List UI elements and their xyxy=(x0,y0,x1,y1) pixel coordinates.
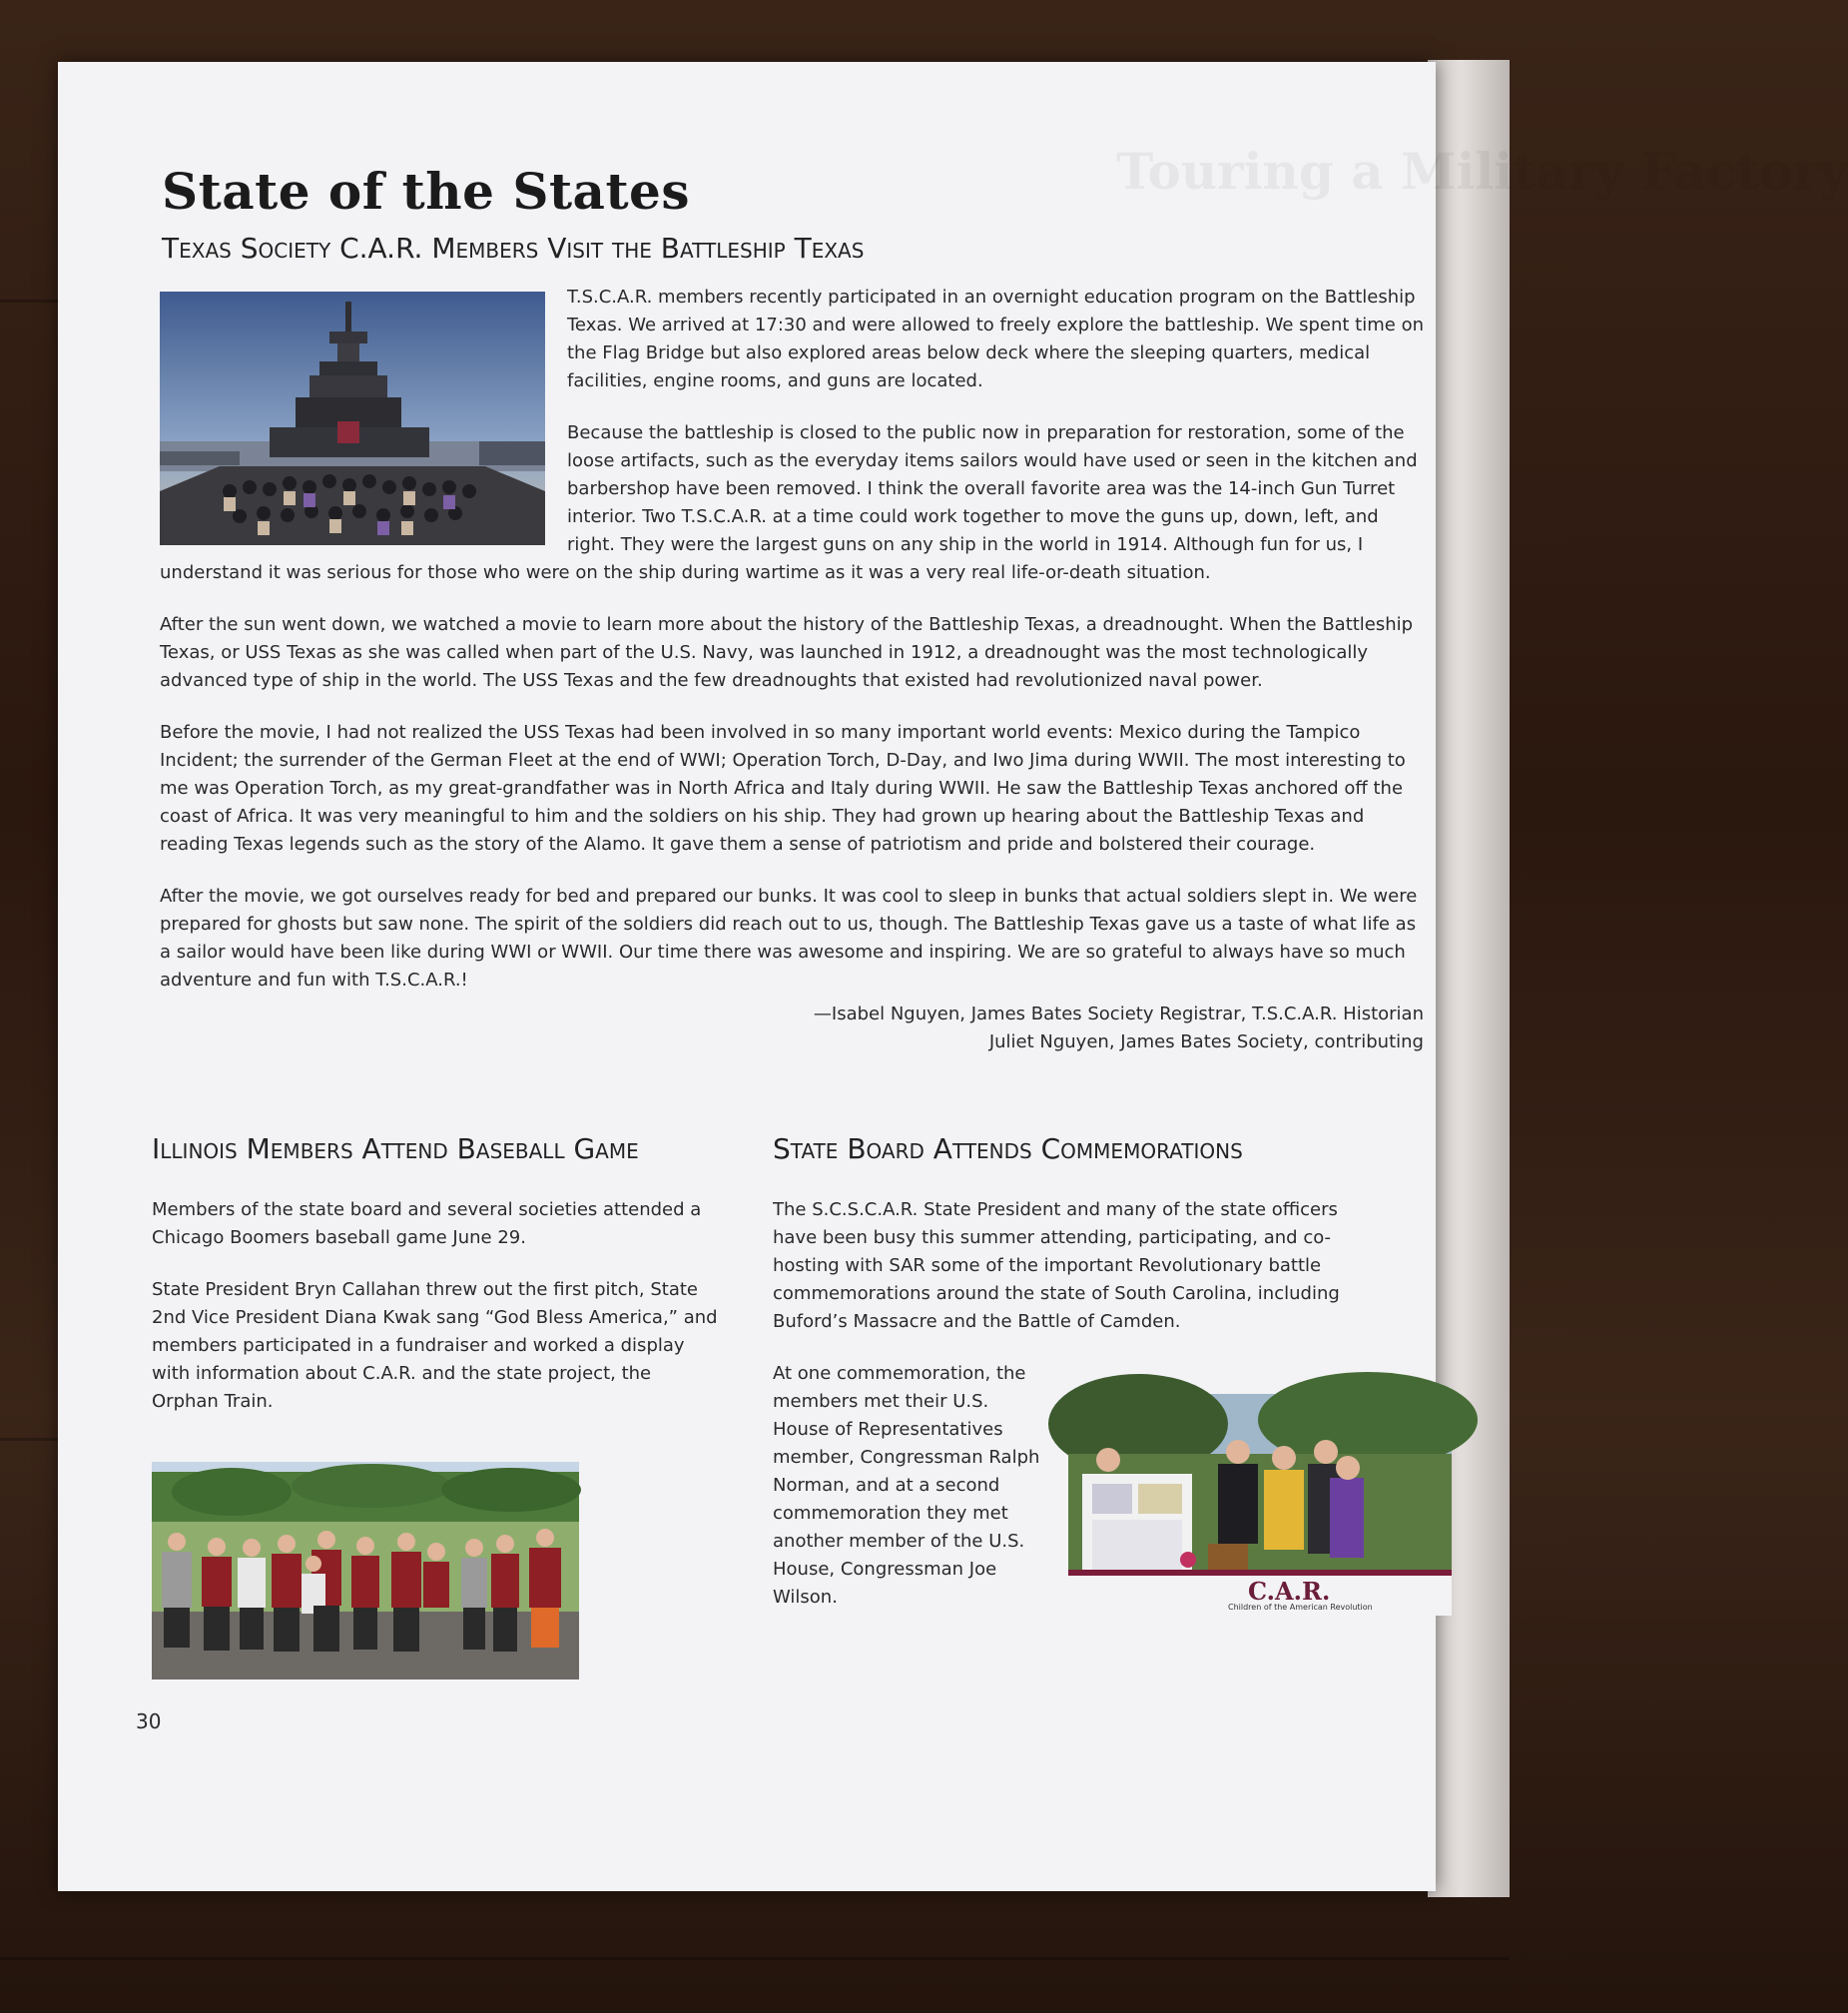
sc-paragraph-1: The S.C.S.C.A.R. State President and many of the state officers have been busy this summer attending, participating, and co-hosting with SAR some of the important Revolutionary battle commemorations around the state of South Carolina, including Buford’s Massacre and the Battle of Camden. xyxy=(773,1199,1340,1332)
group-members xyxy=(162,1529,561,1652)
baseball-group-photo xyxy=(152,1462,579,1679)
commemoration-photo xyxy=(1068,1394,1452,1616)
texas-paragraph-4: Before the movie, I had not realized the USS Texas had been involved in so many important world events: Mexico during the Tampico Incident; the surrender of the German Fleet at the end of WWI; Operation Torch, D-Day, and Iwo Jima during WWII. The most interesting to me was Operation Torch, as my great-grandfather was in North Africa and Italy during WWII. He saw the Battleship Texas anchored off the coast of Africa. It was very meaningful to him and the soldiers on his ship. They had grown up hearing about the Battleship Texas and reading Texas legends such as the story of the Alamo. It gave them a sense of patriotism and pride and bolstered their courage. xyxy=(160,722,1406,855)
credit-line-1: —Isabel Nguyen, James Bates Society Registrar, T.S.C.A.R. Historian xyxy=(813,1004,1424,1024)
illinois-paragraph-2: State President Bryn Callahan threw out the first pitch, State 2nd Vice President Diana Kwak sang “God Bless America,” and members participated in a fundraiser and worked a display with information about C.A.R. and the state project, the Orphan Train. xyxy=(152,1279,718,1412)
illinois-article xyxy=(152,1196,721,1440)
texas-article xyxy=(160,284,1424,1056)
illinois-heading: Illinois Members Attend Baseball Game xyxy=(152,1132,639,1165)
texas-heading: Texas Society C.A.R. Members Visit the Battleship Texas xyxy=(162,232,865,265)
page-title: State of the States xyxy=(162,162,691,221)
sc-paragraph-2: At one commemoration, the members met their U.S. House of Representatives member, Congressman Ralph Norman, and at a second commemoration they met another member of the U.S. House, Congressman Joe Wilson. xyxy=(773,1363,1040,1608)
battleship-photo xyxy=(160,292,545,545)
car-banner-text: Children of the American Revolution xyxy=(1228,1603,1373,1612)
car-logo: C.A.R. xyxy=(1248,1577,1331,1606)
texas-paragraph-1: T.S.C.A.R. members recently participated in an overnight education program on the Battleship Texas. We arrived at 17:30 and were allowed to freely explore the battleship. We spent time on the Flag Bridge but also explored areas below deck where the sleeping quarters, medical facilities, engine rooms, and guns are located. xyxy=(567,287,1424,391)
texas-credits xyxy=(160,1001,1424,1056)
texas-paragraph-2: Because the battleship is closed to the public now in preparation for restoration, some of the loose artifacts, such as the everyday items sailors would have used or seen in the kitchen and barbershop have been removed. I think the overall favorite area was the 14-inch Gun Turret interior. Two T.S.C.A.R. at a time could work together to move the guns up, down, left, and right. They were the largest guns on any ship in the world in 1914. Although fun for us, I understand it was serious for those who were on the ship during wartime as it was a very real life-or-death situation. xyxy=(160,422,1418,583)
texas-paragraph-5: After the movie, we got ourselves ready for bed and prepared our bunks. It was cool to sleep in bunks that actual soldiers slept in. We were prepared for ghosts but saw none. The spirit of the soldiers did reach out to us, though. The Battleship Texas gave us a taste of what life as a sailor would have been like during WWI or WWII. Our time there was awesome and inspiring. We are so grateful to always have so much adventure and fun with T.S.C.A.R.! xyxy=(160,886,1418,991)
south-carolina-heading: State Board Attends Commemorations xyxy=(773,1132,1243,1165)
battleship-image xyxy=(160,292,545,545)
illinois-paragraph-1: Members of the state board and several societies attended a Chicago Boomers baseball game June 29. xyxy=(152,1199,702,1248)
texas-paragraph-3: After the sun went down, we watched a movie to learn more about the history of the Battleship Texas, a dreadnought. When the Battleship Texas, or USS Texas as she was called when part of the U.S. Navy, was launched in 1912, a dreadnought was the most technologically advanced type of ship in the world. The USS Texas and the few dreadnoughts that existed had revolutionized naval power. xyxy=(160,614,1414,691)
magazine-page xyxy=(58,62,1848,1891)
credit-line-2: Juliet Nguyen, James Bates Society, contributing xyxy=(988,1031,1424,1052)
commemoration-image xyxy=(1068,1394,1452,1616)
page-number: 30 xyxy=(136,1709,162,1733)
south-carolina-article xyxy=(773,1196,1373,1636)
baseball-image xyxy=(152,1462,579,1679)
bleed-through-heading: Touring a Military Factory xyxy=(1116,142,1848,201)
next-page-edge xyxy=(1428,60,1510,1897)
